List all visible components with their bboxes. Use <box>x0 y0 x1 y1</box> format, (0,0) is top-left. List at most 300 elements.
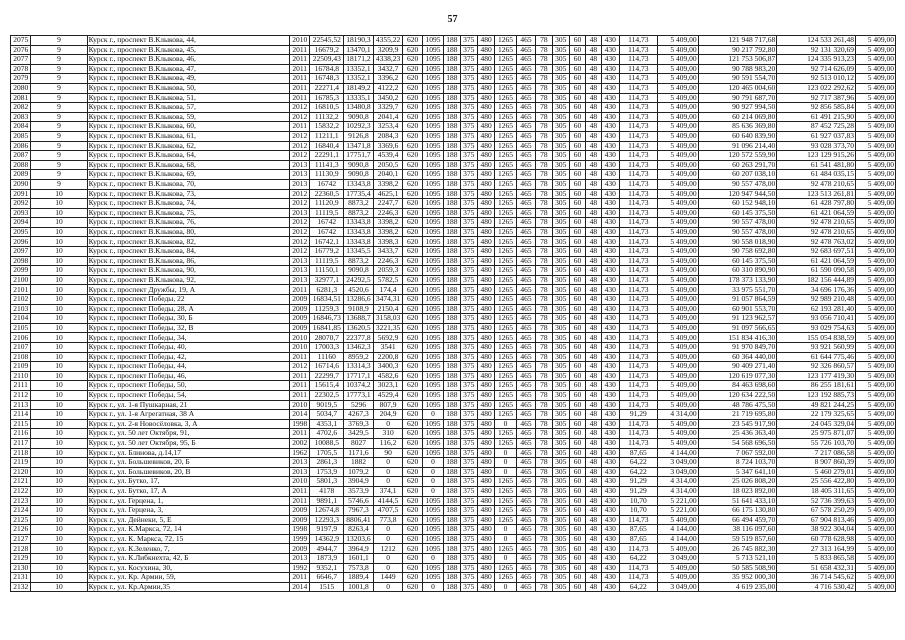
rate-cell-4: 375 <box>460 103 477 113</box>
max-cost-cell: 5 409,00 <box>855 333 895 343</box>
unit-cost-cell: 5 409,00 <box>657 83 698 93</box>
group-cell: 10 <box>31 506 87 516</box>
total-area-cell: 22271,4 <box>310 83 344 93</box>
rate-cell-5: 480 <box>477 333 494 343</box>
living-area-cell: 5746,6 <box>344 496 374 506</box>
max-cost-cell: 5 409,00 <box>855 218 895 228</box>
address-cell: Курск г., проспект Победы, 34, <box>87 333 289 343</box>
year-cell: 2012 <box>289 247 309 257</box>
rate-cell-10: 60 <box>569 467 585 477</box>
housing-register-table <box>10 35 896 592</box>
total-cost-cell: 60 145 375,50 <box>698 208 777 218</box>
total-cost-cell: 120 465 004,60 <box>698 83 777 93</box>
rate-cell-9: 305 <box>552 160 569 170</box>
unit-cost-cell: 5 409,00 <box>657 400 698 410</box>
indexed-cost-cell: 123 192 885,73 <box>777 390 856 400</box>
table-row <box>11 486 896 496</box>
rate-cell-11: 48 <box>586 151 601 161</box>
rate-cell-9: 305 <box>552 582 569 592</box>
rate-cell-1: 620 <box>403 458 422 468</box>
unit-rate-cell: 91,29 <box>619 410 657 420</box>
indexed-cost-cell: 92 717 387,96 <box>777 93 856 103</box>
rate-cell-11: 48 <box>586 486 601 496</box>
nonliving-area-cell: 4539,4 <box>373 151 403 161</box>
row-number-cell: 2090 <box>11 179 31 189</box>
rate-cell-5: 480 <box>477 506 494 516</box>
rate-cell-7: 465 <box>516 419 535 429</box>
rate-cell-3: 188 <box>444 83 460 93</box>
rate-cell-9: 305 <box>552 371 569 381</box>
living-area-cell: 4267,3 <box>344 410 374 420</box>
indexed-cost-cell: 4 716 530,42 <box>777 582 856 592</box>
total-cost-cell: 60 901 553,70 <box>698 304 777 314</box>
rate-cell-10: 60 <box>569 486 585 496</box>
rate-cell-10: 60 <box>569 208 585 218</box>
rate-cell-10: 60 <box>569 304 585 314</box>
rate-cell-6: 1265 <box>495 438 516 448</box>
group-cell: 10 <box>31 333 87 343</box>
indexed-cost-cell: 93 028 373,70 <box>777 141 856 151</box>
rate-cell-6: 1265 <box>495 390 516 400</box>
total-area-cell: 16785,3 <box>310 93 344 103</box>
rate-cell-5: 480 <box>477 477 494 487</box>
total-cost-cell: 120 572 559,90 <box>698 151 777 161</box>
rate-cell-6: 1265 <box>495 371 516 381</box>
rate-cell-1: 620 <box>403 208 422 218</box>
rate-cell-1: 620 <box>403 438 422 448</box>
rate-cell-8: 78 <box>536 582 552 592</box>
rate-cell-3: 188 <box>444 400 460 410</box>
indexed-cost-cell: 92 478 210,65 <box>777 218 856 228</box>
address-cell: Курск г., проспект В.Клыкова, 69, <box>87 170 289 180</box>
rate-cell-10: 60 <box>569 477 585 487</box>
row-number-cell: 2079 <box>11 74 31 84</box>
living-area-cell: 8263,4 <box>344 525 374 535</box>
rate-cell-9: 305 <box>552 64 569 74</box>
unit-cost-cell: 5 409,00 <box>657 381 698 391</box>
rate-cell-1: 620 <box>403 45 422 55</box>
group-cell: 9 <box>31 45 87 55</box>
group-cell: 10 <box>31 208 87 218</box>
total-cost-cell: 25 026 808,20 <box>698 477 777 487</box>
rate-cell-2: 1095 <box>422 400 443 410</box>
rate-cell-11: 48 <box>586 429 601 439</box>
rate-cell-4: 375 <box>460 237 477 247</box>
max-cost-cell: 5 409,00 <box>855 486 895 496</box>
rate-cell-10: 60 <box>569 419 585 429</box>
total-area-cell: 16846,73 <box>310 314 344 324</box>
unit-cost-cell: 5 221,00 <box>657 506 698 516</box>
row-number-cell: 2077 <box>11 55 31 65</box>
indexed-cost-cell: 61 491 215,90 <box>777 112 856 122</box>
rate-cell-6: 1265 <box>495 256 516 266</box>
year-cell: 2012 <box>289 151 309 161</box>
total-cost-cell: 8 724 103,70 <box>698 458 777 468</box>
rate-cell-11: 48 <box>586 275 601 285</box>
rate-cell-3: 188 <box>444 218 460 228</box>
indexed-cost-cell: 22 179 325,65 <box>777 410 856 420</box>
rate-cell-10: 60 <box>569 237 585 247</box>
living-area-cell: 8873,2 <box>344 199 374 209</box>
unit-rate-cell: 114,73 <box>619 151 657 161</box>
rate-cell-10: 60 <box>569 333 585 343</box>
rate-cell-11: 48 <box>586 410 601 420</box>
living-area-cell: 1889,4 <box>344 573 374 583</box>
total-cost-cell: 90 409 271,40 <box>698 362 777 372</box>
rate-cell-11: 48 <box>586 247 601 257</box>
rate-cell-12: 430 <box>601 256 619 266</box>
rate-cell-2: 1095 <box>422 323 443 333</box>
address-cell: Курск г., ул. Большевиков, 20, В <box>87 467 289 477</box>
rate-cell-12: 430 <box>601 323 619 333</box>
group-cell: 9 <box>31 151 87 161</box>
nonliving-area-cell: 0 <box>373 554 403 564</box>
rate-cell-8: 78 <box>536 371 552 381</box>
year-cell: 2011 <box>289 64 309 74</box>
indexed-cost-cell: 124 335 913,23 <box>777 55 856 65</box>
rate-cell-3: 188 <box>444 477 460 487</box>
rate-cell-6: 1265 <box>495 323 516 333</box>
rate-cell-9: 305 <box>552 103 569 113</box>
rate-cell-8: 78 <box>536 55 552 65</box>
nonliving-area-cell: 2059,3 <box>373 266 403 276</box>
rate-cell-8: 78 <box>536 36 552 46</box>
indexed-cost-cell: 182 156 444,89 <box>777 275 856 285</box>
indexed-cost-cell: 86 255 181,61 <box>777 381 856 391</box>
rate-cell-9: 305 <box>552 275 569 285</box>
rate-cell-7: 465 <box>516 189 535 199</box>
total-cost-cell: 38 116 097,60 <box>698 525 777 535</box>
max-cost-cell: 5 409,00 <box>855 285 895 295</box>
rate-cell-2: 1095 <box>422 256 443 266</box>
rate-cell-9: 305 <box>552 295 569 305</box>
unit-cost-cell: 5 409,00 <box>657 333 698 343</box>
living-area-cell: 3904,9 <box>344 477 374 487</box>
rate-cell-12: 430 <box>601 563 619 573</box>
table-row <box>11 55 896 65</box>
nonliving-area-cell: 0 <box>373 467 403 477</box>
rate-cell-1: 620 <box>403 151 422 161</box>
rate-cell-6: 0 <box>495 458 516 468</box>
year-cell: 2013 <box>289 208 309 218</box>
indexed-cost-cell: 124 533 261,48 <box>777 36 856 46</box>
max-cost-cell: 5 409,00 <box>855 410 895 420</box>
rate-cell-7: 465 <box>516 390 535 400</box>
living-area-cell: 8873,2 <box>344 208 374 218</box>
table-row <box>11 390 896 400</box>
unit-rate-cell: 87,65 <box>619 525 657 535</box>
unit-cost-cell: 5 409,00 <box>657 199 698 209</box>
rate-cell-10: 60 <box>569 381 585 391</box>
rate-cell-1: 620 <box>403 506 422 516</box>
rate-cell-10: 60 <box>569 199 585 209</box>
unit-cost-cell: 5 409,00 <box>657 256 698 266</box>
address-cell: Курск г., проспект В.Клыкова, 68, <box>87 160 289 170</box>
rate-cell-6: 1265 <box>495 352 516 362</box>
indexed-cost-cell: 34 696 176,36 <box>777 285 856 295</box>
rate-cell-7: 465 <box>516 582 535 592</box>
row-number-cell: 2119 <box>11 458 31 468</box>
rate-cell-3: 188 <box>444 141 460 151</box>
rate-cell-5: 480 <box>477 410 494 420</box>
table-row <box>11 515 896 525</box>
rate-cell-8: 78 <box>536 237 552 247</box>
group-cell: 9 <box>31 55 87 65</box>
rate-cell-9: 305 <box>552 189 569 199</box>
table-row <box>11 544 896 554</box>
total-cost-cell: 60 214 069,80 <box>698 112 777 122</box>
group-cell: 10 <box>31 448 87 458</box>
rate-cell-8: 78 <box>536 554 552 564</box>
rate-cell-10: 60 <box>569 170 585 180</box>
max-cost-cell: 5 409,00 <box>855 506 895 516</box>
rate-cell-10: 60 <box>569 496 585 506</box>
total-area-cell: 16742 <box>310 218 344 228</box>
rate-cell-2: 1095 <box>422 45 443 55</box>
rate-cell-5: 480 <box>477 237 494 247</box>
rate-cell-11: 48 <box>586 573 601 583</box>
year-cell: 2014 <box>289 410 309 420</box>
year-cell: 2009 <box>289 304 309 314</box>
unit-cost-cell: 5 409,00 <box>657 151 698 161</box>
rate-cell-1: 620 <box>403 237 422 247</box>
rate-cell-6: 1265 <box>495 506 516 516</box>
living-area-cell: 8027 <box>344 438 374 448</box>
rate-cell-6: 1265 <box>495 477 516 487</box>
rate-cell-7: 465 <box>516 304 535 314</box>
rate-cell-3: 188 <box>444 381 460 391</box>
indexed-cost-cell: 52 736 399,63 <box>777 496 856 506</box>
row-number-cell: 2120 <box>11 467 31 477</box>
unit-rate-cell: 10,70 <box>619 496 657 506</box>
rate-cell-6: 1265 <box>495 304 516 314</box>
unit-rate-cell: 114,73 <box>619 179 657 189</box>
max-cost-cell: 5 409,00 <box>855 467 895 477</box>
max-cost-cell: 5 409,00 <box>855 160 895 170</box>
unit-rate-cell: 91,29 <box>619 477 657 487</box>
rate-cell-2: 1095 <box>422 179 443 189</box>
rate-cell-10: 60 <box>569 390 585 400</box>
rate-cell-5: 480 <box>477 314 494 324</box>
address-cell: Курск г., проспект В.Клыкова, 75, <box>87 208 289 218</box>
rate-cell-1: 620 <box>403 199 422 209</box>
rate-cell-1: 620 <box>403 563 422 573</box>
rate-cell-4: 375 <box>460 83 477 93</box>
unit-rate-cell: 87,65 <box>619 448 657 458</box>
total-cost-cell: 60 152 948,10 <box>698 199 777 209</box>
living-area-cell: 9090,8 <box>344 266 374 276</box>
year-cell: 2012 <box>289 103 309 113</box>
year-cell: 2012 <box>289 131 309 141</box>
rate-cell-5: 480 <box>477 36 494 46</box>
table-row <box>11 458 896 468</box>
total-area-cell: 22509,43 <box>310 55 344 65</box>
rate-cell-3: 188 <box>444 170 460 180</box>
total-cost-cell: 60 640 839,90 <box>698 131 777 141</box>
rate-cell-7: 465 <box>516 256 535 266</box>
rate-cell-2: 0 <box>422 458 443 468</box>
indexed-cost-cell: 123 177 419,30 <box>777 371 856 381</box>
rate-cell-9: 305 <box>552 448 569 458</box>
rate-cell-6: 1265 <box>495 381 516 391</box>
rate-cell-9: 305 <box>552 179 569 189</box>
rate-cell-12: 430 <box>601 343 619 353</box>
row-number-cell: 2110 <box>11 371 31 381</box>
rate-cell-6: 1265 <box>495 45 516 55</box>
unit-cost-cell: 5 409,00 <box>657 170 698 180</box>
rate-cell-11: 48 <box>586 323 601 333</box>
unit-rate-cell: 114,73 <box>619 208 657 218</box>
rate-cell-4: 375 <box>460 582 477 592</box>
rate-cell-7: 465 <box>516 323 535 333</box>
rate-cell-1: 620 <box>403 544 422 554</box>
nonliving-area-cell: 2200,8 <box>373 352 403 362</box>
rate-cell-9: 305 <box>552 467 569 477</box>
rate-cell-8: 78 <box>536 266 552 276</box>
total-area-cell: 16742,1 <box>310 237 344 247</box>
rate-cell-1: 620 <box>403 74 422 84</box>
year-cell: 1998 <box>289 419 309 429</box>
address-cell: Курск г., проспект Победы, 54, <box>87 390 289 400</box>
rate-cell-4: 375 <box>460 458 477 468</box>
rate-cell-12: 430 <box>601 582 619 592</box>
rate-cell-12: 430 <box>601 55 619 65</box>
nonliving-area-cell: 3221,35 <box>373 323 403 333</box>
rate-cell-12: 430 <box>601 189 619 199</box>
address-cell: Курск г., проспект Победы, 44, <box>87 362 289 372</box>
year-cell: 1992 <box>289 563 309 573</box>
row-number-cell: 2076 <box>11 45 31 55</box>
indexed-cost-cell: 25 556 422,80 <box>777 477 856 487</box>
living-area-cell: 1882 <box>344 458 374 468</box>
rate-cell-7: 465 <box>516 74 535 84</box>
rate-cell-11: 48 <box>586 496 601 506</box>
unit-cost-cell: 3 049,00 <box>657 582 698 592</box>
total-area-cell: 1753,9 <box>310 467 344 477</box>
nonliving-area-cell: 90 <box>373 448 403 458</box>
row-number-cell: 2122 <box>11 486 31 496</box>
group-cell: 10 <box>31 400 87 410</box>
table-row <box>11 103 896 113</box>
total-area-cell: 22360,5 <box>310 189 344 199</box>
rate-cell-12: 430 <box>601 74 619 84</box>
rate-cell-2: 0 <box>422 486 443 496</box>
rate-cell-2: 1095 <box>422 295 443 305</box>
indexed-cost-cell: 92 714 626,09 <box>777 64 856 74</box>
group-cell: 10 <box>31 275 87 285</box>
group-cell: 10 <box>31 227 87 237</box>
rate-cell-5: 480 <box>477 563 494 573</box>
max-cost-cell: 5 409,00 <box>855 304 895 314</box>
rate-cell-8: 78 <box>536 285 552 295</box>
rate-cell-4: 375 <box>460 333 477 343</box>
table-row <box>11 362 896 372</box>
rate-cell-7: 465 <box>516 525 535 535</box>
indexed-cost-cell: 93 029 754,63 <box>777 323 856 333</box>
row-number-cell: 2106 <box>11 333 31 343</box>
rate-cell-7: 465 <box>516 371 535 381</box>
rate-cell-6: 1265 <box>495 83 516 93</box>
unit-rate-cell: 114,73 <box>619 314 657 324</box>
rate-cell-12: 430 <box>601 458 619 468</box>
row-number-cell: 2086 <box>11 141 31 151</box>
max-cost-cell: 5 409,00 <box>855 275 895 285</box>
table-row <box>11 419 896 429</box>
rate-cell-3: 188 <box>444 506 460 516</box>
total-area-cell: 12674,8 <box>310 506 344 516</box>
indexed-cost-cell: 92 478 210,65 <box>777 227 856 237</box>
row-number-cell: 2123 <box>11 496 31 506</box>
rate-cell-7: 465 <box>516 141 535 151</box>
rate-cell-8: 78 <box>536 45 552 55</box>
group-cell: 10 <box>31 573 87 583</box>
rate-cell-2: 1095 <box>422 122 443 132</box>
rate-cell-7: 465 <box>516 36 535 46</box>
group-cell: 10 <box>31 266 87 276</box>
living-area-cell: 13335,1 <box>344 93 374 103</box>
rate-cell-4: 375 <box>460 247 477 257</box>
total-area-cell: 4353,1 <box>310 419 344 429</box>
table-row <box>11 208 896 218</box>
table-row <box>11 189 896 199</box>
nonliving-area-cell: 3209,9 <box>373 45 403 55</box>
unit-rate-cell: 114,73 <box>619 343 657 353</box>
rate-cell-9: 305 <box>552 390 569 400</box>
row-number-cell: 2099 <box>11 266 31 276</box>
rate-cell-9: 305 <box>552 256 569 266</box>
rate-cell-3: 188 <box>444 295 460 305</box>
rate-cell-12: 430 <box>601 45 619 55</box>
indexed-cost-cell: 92 131 320,69 <box>777 45 856 55</box>
address-cell: Курск г., проспект В.Клыкова, 49, <box>87 74 289 84</box>
rate-cell-10: 60 <box>569 448 585 458</box>
total-cost-cell: 23 545 917,90 <box>698 419 777 429</box>
rate-cell-2: 1095 <box>422 112 443 122</box>
nonliving-area-cell: 3398,3 <box>373 237 403 247</box>
total-cost-cell: 120 947 944,50 <box>698 189 777 199</box>
rate-cell-9: 305 <box>552 573 569 583</box>
rate-cell-3: 188 <box>444 390 460 400</box>
rate-cell-7: 465 <box>516 103 535 113</box>
rate-cell-2: 1095 <box>422 160 443 170</box>
rate-cell-7: 465 <box>516 55 535 65</box>
rate-cell-8: 78 <box>536 544 552 554</box>
rate-cell-5: 480 <box>477 151 494 161</box>
rate-cell-10: 60 <box>569 189 585 199</box>
year-cell: 2013 <box>289 467 309 477</box>
group-cell: 10 <box>31 314 87 324</box>
table-row <box>11 582 896 592</box>
table-row <box>11 352 896 362</box>
rate-cell-10: 60 <box>569 112 585 122</box>
rate-cell-9: 305 <box>552 151 569 161</box>
rate-cell-6: 1265 <box>495 112 516 122</box>
rate-cell-3: 188 <box>444 371 460 381</box>
nonliving-area-cell: 3474,31 <box>373 295 403 305</box>
rate-cell-1: 620 <box>403 36 422 46</box>
rate-cell-12: 430 <box>601 237 619 247</box>
rate-cell-12: 430 <box>601 83 619 93</box>
unit-rate-cell: 114,73 <box>619 45 657 55</box>
rate-cell-2: 1095 <box>422 64 443 74</box>
rate-cell-12: 430 <box>601 534 619 544</box>
unit-rate-cell: 64,22 <box>619 554 657 564</box>
nonliving-area-cell: 5782,5 <box>373 275 403 285</box>
group-cell: 10 <box>31 458 87 468</box>
rate-cell-3: 188 <box>444 525 460 535</box>
max-cost-cell: 5 409,00 <box>855 390 895 400</box>
rate-cell-11: 48 <box>586 582 601 592</box>
